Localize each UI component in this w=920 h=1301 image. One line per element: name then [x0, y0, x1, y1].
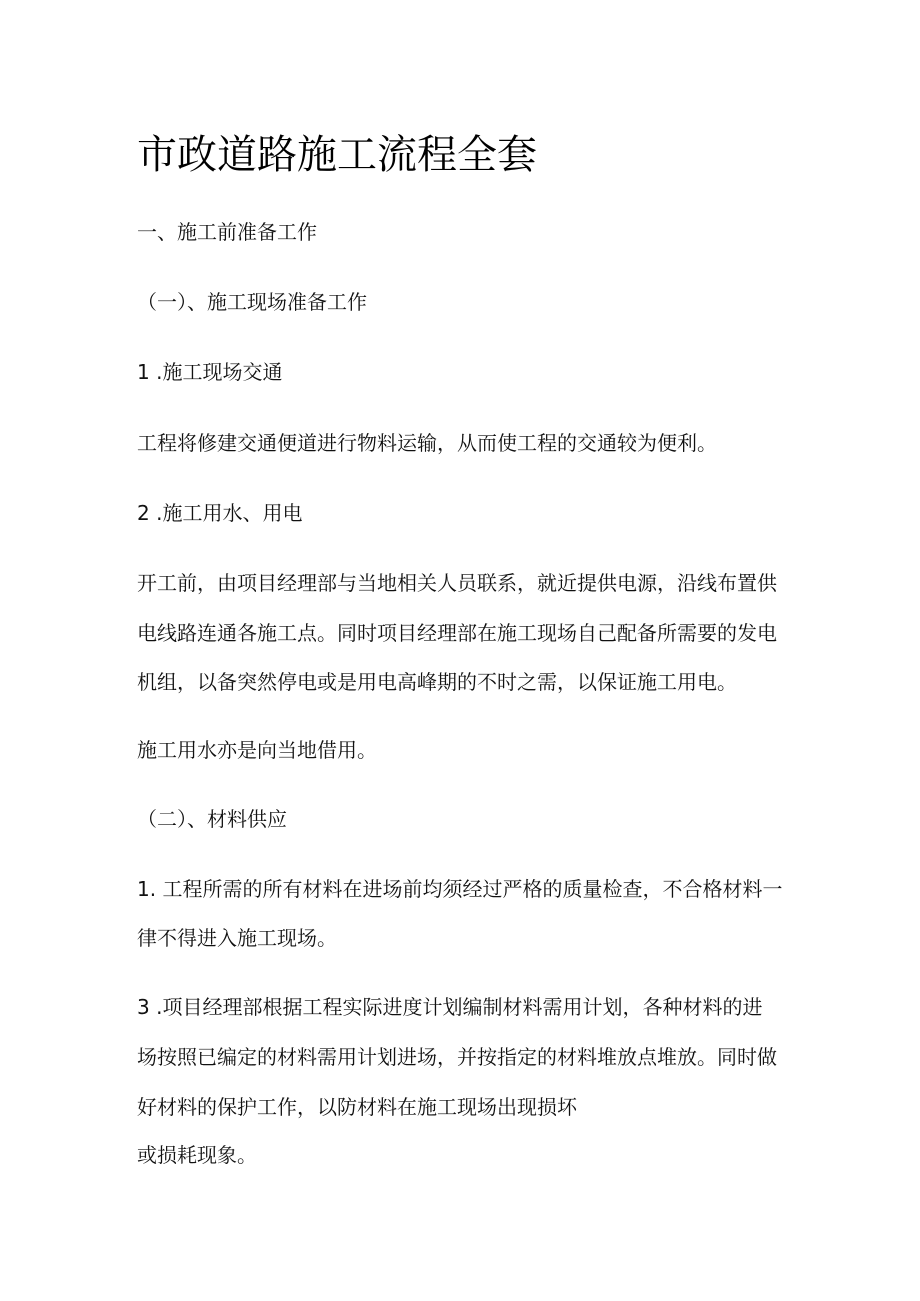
paragraph-line: 施工用水亦是向当地借用。: [137, 738, 377, 762]
paragraph-line: 律不得进入施工现场。: [137, 926, 337, 950]
paragraph-line: 工程将修建交通便道进行物料运输，从而使工程的交通较为便利。: [137, 431, 717, 455]
paragraph-line: 1. 工程所需的所有材料在进场前均须经过严格的质量检查，不合格材料一: [137, 877, 783, 901]
item-heading: 1 .施工现场交通: [137, 360, 283, 384]
paragraph-line: 好材料的保护工作，以防材料在施工现场出现损坏: [137, 1095, 577, 1119]
paragraph-line: 3 .项目经理部根据工程实际进度计划编制材料需用计划，各种材料的进: [137, 995, 763, 1019]
paragraph-line: 开工前，由项目经理部与当地相关人员联系，就近提供电源，沿线布置供: [137, 571, 777, 595]
subsection-heading: （二）、材料供应: [137, 807, 287, 831]
document-title: 市政道路施工流程全套: [137, 132, 537, 178]
paragraph-line: 或损耗现象。: [137, 1143, 257, 1167]
item-heading: 2 .施工用水、用电: [137, 501, 303, 525]
paragraph-line: 机组，以备突然停电或是用电高峰期的不时之需，以保证施工用电。: [137, 670, 737, 694]
paragraph-line: 电线路连通各施工点。同时项目经理部在施工现场自己配备所需要的发电: [137, 621, 777, 645]
subsection-heading: （一）、施工现场准备工作: [137, 290, 367, 314]
section-heading: 一、施工前准备工作: [137, 220, 317, 244]
paragraph-line: 场按照已编定的材料需用计划进场，并按指定的材料堆放点堆放。同时做: [137, 1045, 777, 1069]
